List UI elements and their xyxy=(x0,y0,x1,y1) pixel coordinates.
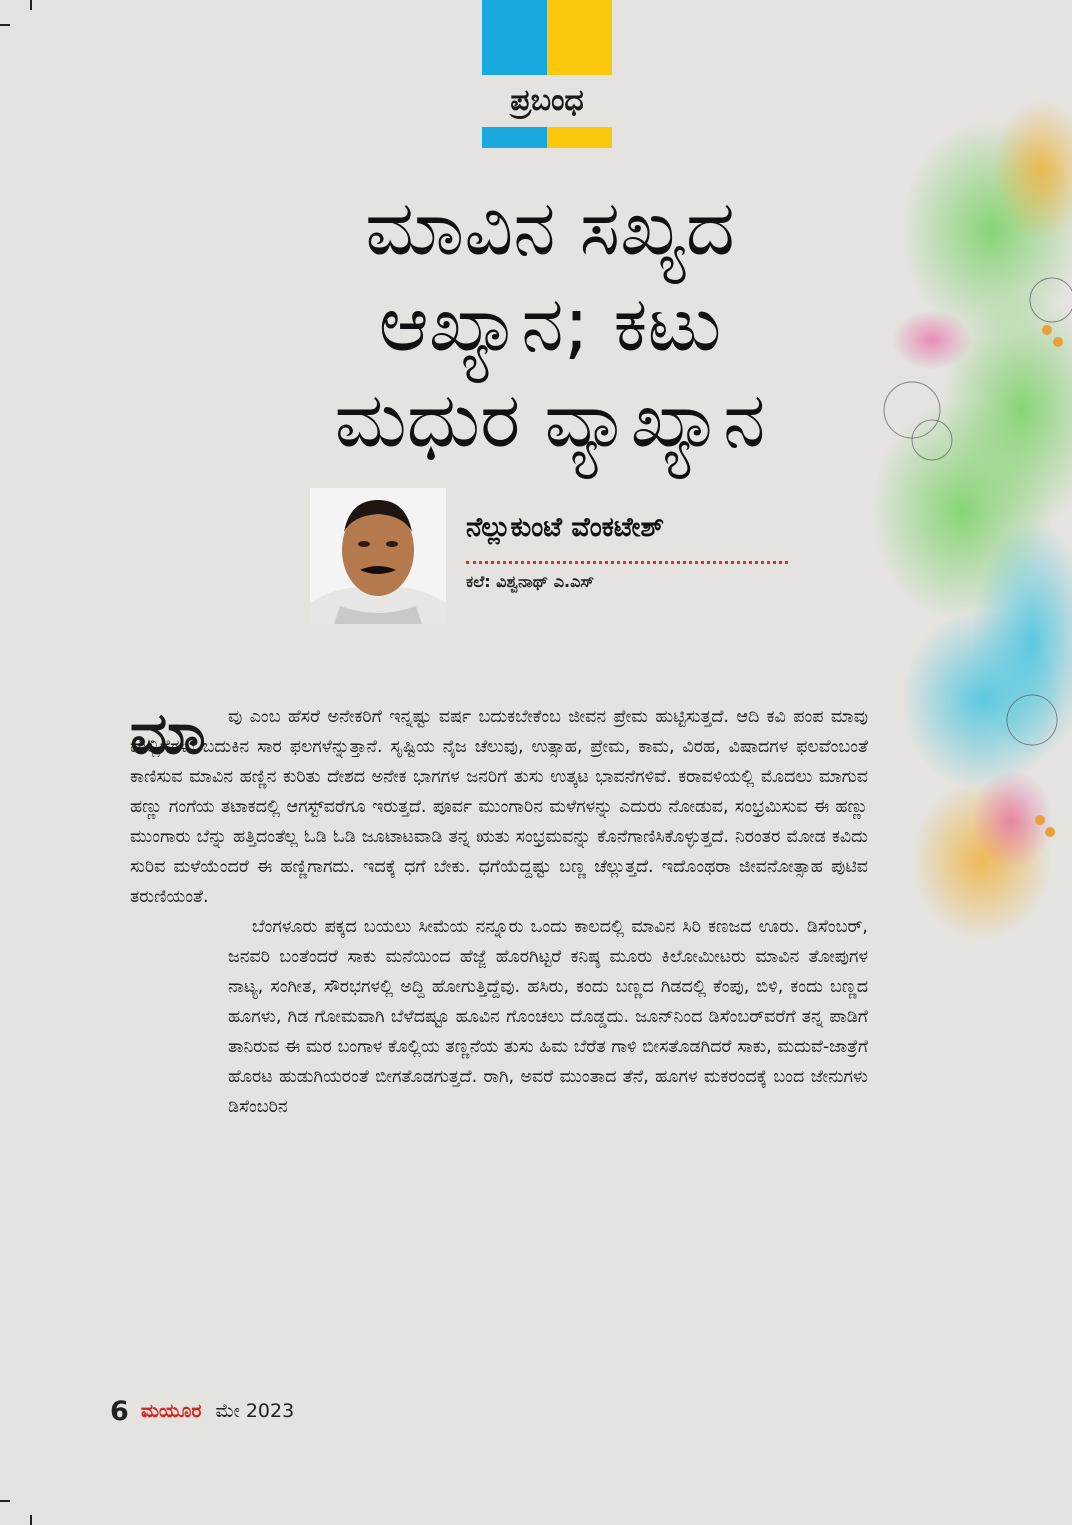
watercolor-illustration xyxy=(872,80,1072,980)
art-credit: ಕಲೆ: ವಿಶ್ವನಾಥ್ ಎ.ಎಸ್ xyxy=(466,572,595,591)
page-number: 6 xyxy=(110,1396,129,1427)
drop-cap: ಮಾ xyxy=(130,699,206,767)
paragraph-2: ಬೆಂಗಳೂರು ಪಕ್ಕದ ಬಯಲು ಸೀಮೆಯ ನನ್ನೂರು ಒಂದು ಕಾಲದಲ್ಲಿ ಮಾವಿನ ಸಿರಿ ಕಣಜದ ಊರು. ಡಿಸೆಂಬರ್, ಜನವರಿ ಬಂತೆಂದರೆ ಸಾಕು ಮನೆಯಿಂದ ಹೆಜ್ಜೆ ಹೊರಗಿಟ್ಟರೆ ಕನಿಷ್ಠ ಮೂರು ಕಿಲೋಮೀಟರು ಮಾವಿನ ತೋಪುಗಳ ನಾಟ್ಯ, ಸಂಗೀತ, ಸೌರಭಗಳಲ್ಲಿ ಅದ್ದಿ ಹೋಗುತ್ತಿದ್ದೆವು. ಹಸಿರು, ಕಂದು ಬಣ್ಣದ ಗಿಡದಲ್ಲಿ ಕೆಂಪು, ಬಿಳಿ, ಕಂದು ಬಣ್ಣದ ಹೂಗಳು, ಗಿಡ ಗೋಮವಾಗಿ ಬೆಳೆದಷ್ಟೂ ಹೂವಿನ ಗೊಂಚಲು ದೊಡ್ಡದು. ಜೂನ್‌ನಿಂದ ಡಿಸೆಂಬರ್‌ವರೆಗೆ ತನ್ನ ಪಾಡಿಗೆ ತಾನಿರುವ ಈ ಮರ ಬಂಗಾಳ ಕೊಲ್ಲಿಯ ತಣ್ಣನೆಯ ತುಸು ಹಿಮ ಬೆರೆತ ಗಾಳಿ ಬೀಸತೊಡಗಿದರೆ ಸಾಕು, ಮದುವೆ-ಜಾತ್ರೆಗೆ ಹೊರಟ ಹುಡುಗಿಯರಂತೆ ಬೀಗತೊಡಗುತ್ತದೆ. ರಾಗಿ, ಅವರೆ ಮುಂತಾದ ತೆನೆ, ಹೂಗಳ ಮಕರಂದಕ್ಕೆ ಬಂದ ಜೇನುಗಳು ಡಿಸೆಂಬರಿನ xyxy=(228,917,868,1117)
title-line-1: ಮಾವಿನ ಸಖ್ಯದ xyxy=(365,183,735,272)
paragraph-1: ವು ಎಂಬ ಹೆಸರೆ ಅನೇಕರಿಗೆ ಇನ್ನಷ್ಟು ವರ್ಷ ಬದುಕಬೇಕೆಂಬ ಜೀವನ ಪ್ರೇಮ ಹುಟ್ಟಿಸುತ್ತದೆ. ಆದಿ ಕವಿ ಪಂಪ ಮಾವು ಮಲ್ಲಿಗೆಗಳು ಬದುಕಿನ ಸಾರ ಫಲಗಳೆನ್ನುತ್ತಾನೆ. ಸೃಷ್ಟಿಯ ನೈಜ ಚೆಲುವು, ಉತ್ಸಾಹ, ಪ್ರೇಮ, ಕಾಮ, ವಿರಹ, ವಿಷಾದಗಳ ಫಲವೆಂಬಂತೆ ಕಾಣಿಸುವ ಮಾವಿನ ಹಣ್ಣಿನ ಕುರಿತು ದೇಶದ ಅನೇಕ ಭಾಗಗಳ ಜನರಿಗೆ ತುಸು ಉತ್ಕಟ ಭಾವನೆಗಳಿವೆ. ಕರಾವಳಿಯಲ್ಲಿ ಮೊದಲು ಮಾಗುವ ಹಣ್ಣು ಗಂಗೆಯ ತಟಾಕದಲ್ಲಿ ಆಗಸ್ಟ್‌ವರೆಗೂ ಇರುತ್ತದೆ. ಪೂರ್ವ ಮುಂಗಾರಿನ ಮಳೆಗಳನ್ನು ಎದುರು ನೋಡುವ, ಸಂಭ್ರಮಿಸುವ ಈ ಹಣ್ಣು ಮುಂಗಾರು ಬೆನ್ನು ಹತ್ತಿದಂತೆಲ್ಲ ಓಡಿ ಓಡಿ ಜೂಟಾಟವಾಡಿ ತನ್ನ ಋತು ಸಂಭ್ರಮವನ್ನು ಕೊನೆಗಾಣಿಸಿಕೊಳ್ಳುತ್ತದೆ. ನಿರಂತರ ಮೋಡ ಕವಿದು ಸುರಿವ ಮಳೆಯೆಂದರೆ ಈ ಹಣ್ಣಿಗಾಗದು. ಇದಕ್ಕೆ ಧಗೆ ಬೇಕು. ಧಗೆಯೆದ್ದಷ್ಟು ಬಣ್ಣ ಚೆಲ್ಲುತ್ತದೆ. ಇದೊಂಥರಾ ಜೀವನೋತ್ಸಾಹ ಪುಟಿವ ತರುಣಿಯಂತೆ. xyxy=(130,707,868,907)
crop-mark xyxy=(30,1515,32,1525)
crop-mark xyxy=(0,1500,10,1502)
crop-mark xyxy=(30,0,32,10)
section-badge xyxy=(482,0,612,148)
author-photo xyxy=(310,488,446,624)
page-footer xyxy=(110,1396,294,1427)
section-label: ಪ್ರಬಂಧ xyxy=(482,75,612,127)
title-line-3: ಮಧುರ ವ್ಯಾಖ್ಯಾನ xyxy=(334,375,766,464)
article-title xyxy=(200,180,900,468)
crop-mark xyxy=(0,24,10,26)
author-name: ನೆಲ್ಲುಕುಂಟೆ ವೆಂಕಟೇಶ್ xyxy=(466,512,664,543)
article-body xyxy=(130,699,868,1122)
title-line-2: ಆಖ್ಯಾನ; ಕಟು xyxy=(378,279,722,368)
issue-date: ಮೇ 2023 xyxy=(215,1400,295,1422)
byline-divider xyxy=(466,561,788,564)
magazine-name: ಮಯೂರ xyxy=(140,1400,202,1422)
